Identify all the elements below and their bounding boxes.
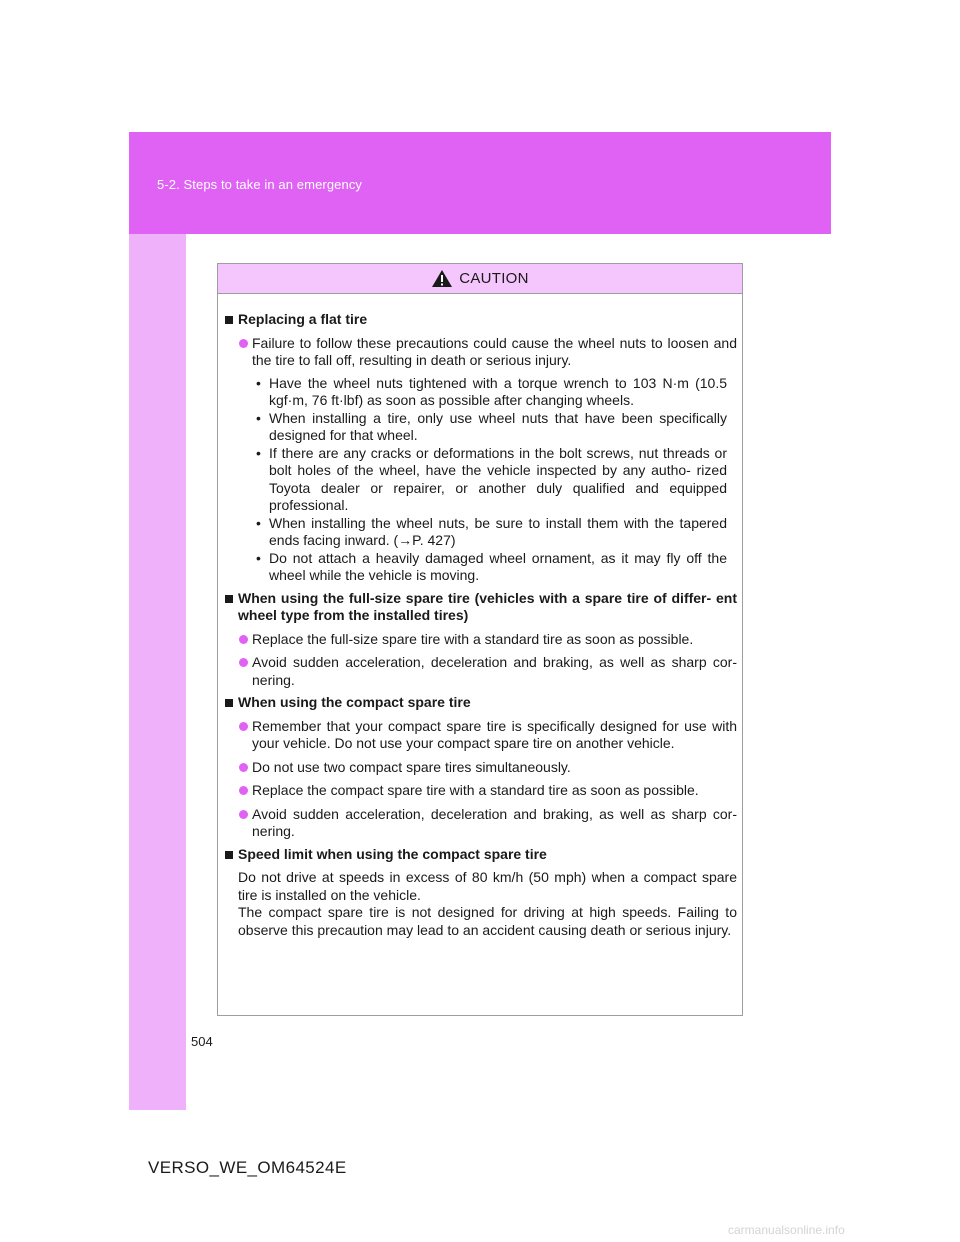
square-bullet-icon xyxy=(225,595,233,603)
circle-bullet-icon xyxy=(239,339,248,348)
sub-bullet-icon: • xyxy=(256,444,261,461)
caution-box xyxy=(217,263,743,1016)
circle-bullet-icon xyxy=(239,810,248,819)
sub-list-item xyxy=(256,550,737,585)
sub-list-text: Do not attach a heavily damaged wheel ornament, as it may fly off the wheel while the vehicle is moving. xyxy=(269,549,727,583)
circle-bullet-icon xyxy=(239,763,248,772)
warning-triangle-icon xyxy=(431,269,453,288)
side-strip xyxy=(129,234,186,1110)
caution-title: CAUTION xyxy=(459,270,529,287)
square-bullet-icon xyxy=(225,851,233,859)
square-bullet-icon xyxy=(225,699,233,707)
sub-list-item xyxy=(256,515,737,550)
bullet-text: Avoid sudden acceleration, deceleration and braking, as well as sharp cor- nering. xyxy=(252,654,737,688)
section-reference: 5-2. Steps to take in an emergency xyxy=(157,177,363,192)
watermark: carmanualsonline.info xyxy=(728,1223,845,1237)
bullet-item xyxy=(224,335,737,370)
section-heading xyxy=(224,311,737,329)
sub-bullet-icon: • xyxy=(256,374,261,391)
bullet-text: Failure to follow these precautions could cause the wheel nuts to loosen and the tire to fall off, resulting in death or serious injury. xyxy=(252,334,737,368)
sub-list-text: When installing a tire, only use wheel nuts that have been specifically designed for that wheel. xyxy=(269,409,727,443)
caution-header xyxy=(218,264,742,294)
bullet-text: Replace the full-size spare tire with a standard tire as soon as possible. xyxy=(252,630,694,647)
page-number: 504 xyxy=(191,1034,213,1049)
bullet-item xyxy=(224,782,737,800)
bullet-item xyxy=(224,654,737,689)
circle-bullet-icon xyxy=(239,635,248,644)
sub-bullet-icon: • xyxy=(256,549,261,566)
section-heading-text: Replacing a flat tire xyxy=(238,311,368,327)
square-bullet-icon xyxy=(225,316,233,324)
header-band xyxy=(129,132,831,234)
bullet-item xyxy=(224,718,737,753)
caution-body xyxy=(218,294,742,939)
paragraph: Do not drive at speeds in excess of 80 km/h (50 mph) when a compact spare tire is installed on the vehicle. xyxy=(238,869,737,903)
bullet-text: Remember that your compact spare tire is specifically designed for use with your vehicle. Do not use your compact spare tire on another vehicle. xyxy=(252,717,737,751)
section-heading xyxy=(224,846,737,864)
sub-bullet-icon: • xyxy=(256,409,261,426)
sub-list-text: If there are any cracks or deformations in the bolt screws, nut threads or bolt holes of the wheel, have the vehicle inspected by any autho- rized Toyota dealer or repairer, or another duly qualified and equipped professional. xyxy=(269,444,727,513)
sub-list-item xyxy=(256,410,737,445)
circle-bullet-icon xyxy=(239,658,248,667)
bullet-item xyxy=(224,806,737,841)
circle-bullet-icon xyxy=(239,722,248,731)
section-heading xyxy=(224,694,737,712)
sub-list-text: When installing the wheel nuts, be sure to install them with the tapered ends facing inward. (→P. 427) xyxy=(269,514,727,548)
circle-bullet-icon xyxy=(239,786,248,795)
sub-list-item xyxy=(256,445,737,515)
document-code: VERSO_WE_OM64524E xyxy=(148,1158,347,1177)
bullet-text: Do not use two compact spare tires simultaneously. xyxy=(252,758,571,775)
section-heading-text: When using the full-size spare tire (vehicles with a spare tire of differ- ent wheel type from the installed tires) xyxy=(238,589,737,623)
sub-list xyxy=(256,375,737,585)
bullet-item xyxy=(224,759,737,777)
paragraph: The compact spare tire is not designed for driving at high speeds. Failing to observe this precaution may lead to an accident causing death or serious injury. xyxy=(238,904,737,938)
section-heading-text: Speed limit when using the compact spare tire xyxy=(238,845,547,862)
bullet-text: Replace the compact spare tire with a standard tire as soon as possible. xyxy=(252,782,699,798)
bullet-text: Avoid sudden acceleration, deceleration and braking, as well as sharp cor- nering. xyxy=(252,805,737,839)
sub-list-text: Have the wheel nuts tightened with a torque wrench to 103 N·m (10.5 kgf·m, 76 ft·lbf) as soon as possible after changing wheels. xyxy=(269,374,727,408)
bullet-item xyxy=(224,631,737,649)
sub-bullet-icon: • xyxy=(256,514,261,531)
sub-list-item xyxy=(256,375,737,410)
section-heading xyxy=(224,590,737,625)
section-heading-text: When using the compact spare tire xyxy=(238,694,471,710)
